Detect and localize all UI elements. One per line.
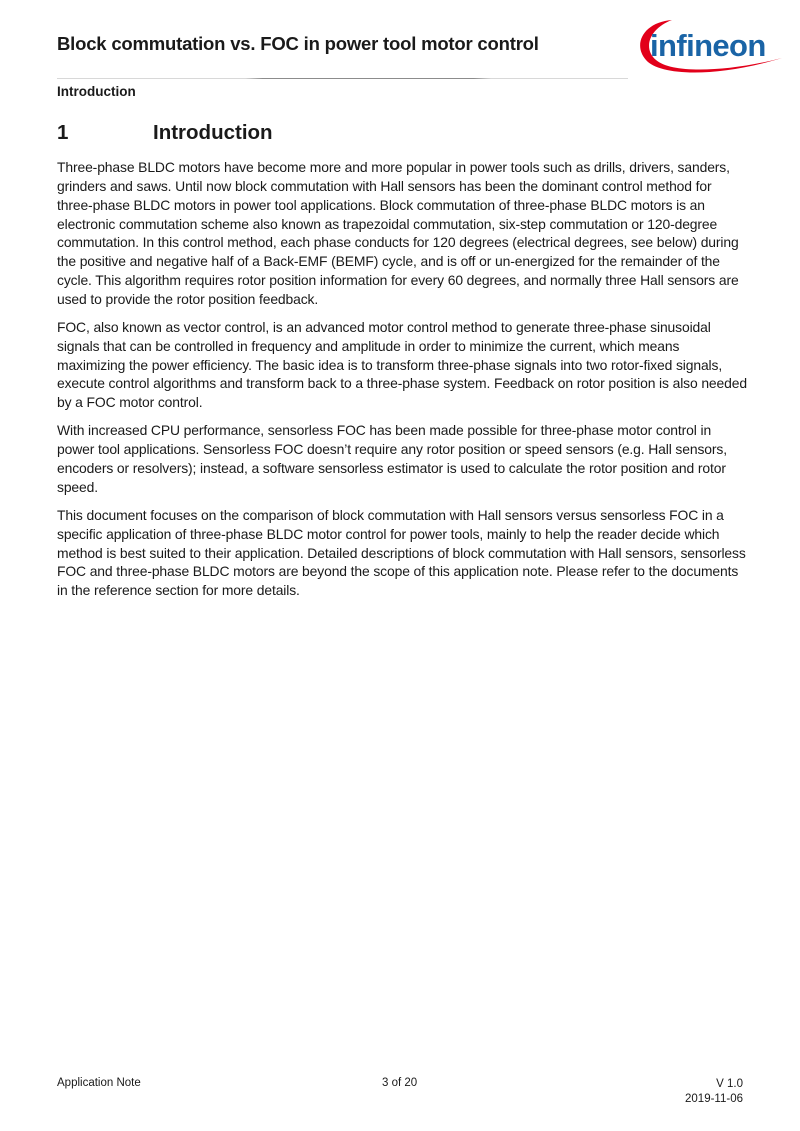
section-heading xyxy=(57,121,273,145)
footer-date: 2019-11-06 xyxy=(685,1093,743,1105)
paragraph: With increased CPU performance, sensorless FOC has been made possible for three-phase motor control in power tool applications. Sensorless FOC doesn’t require any rotor position or speed sensors (e.g. Hall sensors, encoders or resolvers); instead, a software sensorless estimator is used to calculate the rotor position and rotor speed. xyxy=(57,422,727,495)
body-text xyxy=(57,158,747,609)
paragraph: Three-phase BLDC motors have become more and more popular in power tools such as drills, drivers, sanders, grinders and saws. Until now block commutation with Hall sensors has been the dominant control method for three-phase BLDC motors in power tool applications. Block commutation of three-phase BLDC motors is an electronic commutation scheme also known as trapezoidal commutation, six-step commutation or 120-degree commutation. In this control method, each phase conducts for 120 degrees (electrical degrees, see below) during the positive and negative half of a Back-EMF (BEMF) cycle, and is off or un-energized for the remainder of the cycle. This algorithm requires rotor position information for every 60 degrees, and normally three Hall sensors are used to provide the rotor position feedback. xyxy=(57,159,739,307)
document-title: Block commutation vs. FOC in power tool motor control xyxy=(57,33,539,54)
footer-version-block xyxy=(685,1077,743,1107)
header-divider xyxy=(57,78,628,79)
running-section-label: Introduction xyxy=(57,84,136,99)
section-title: Introduction xyxy=(153,121,273,144)
infineon-logo xyxy=(636,14,784,80)
footer-page-number: 3 of 20 xyxy=(382,1077,418,1089)
logo-wordmark: infineon xyxy=(650,28,766,63)
footer-version: V 1.0 xyxy=(716,1078,743,1090)
paragraph: FOC, also known as vector control, is an advanced motor control method to generate three-phase sinusoidal signals that can be controlled in frequency and amplitude in order to minimize the current, which means maximizing the power efficiency. The basic idea is to transform three-phase signals into two rotor-fixed signals, execute control algorithms and transform back to a three-phase system. Feedback on rotor position is also needed by a FOC motor control. xyxy=(57,318,747,411)
section-number: 1 xyxy=(57,121,69,144)
paragraph: This document focuses on the comparison of block commutation with Hall sensors versus sensorless FOC in a specific application of three-phase BLDC motor control for power tools, mainly to help the reader decide which method is best suited to their application. Detailed descriptions of block commutation with Hall sensors, sensorless FOC and three-phase BLDC motors are beyond the scope of this application note. Please refer to the documents in the reference section for more details. xyxy=(57,506,746,599)
footer-doc-type: Application Note xyxy=(57,1077,141,1089)
